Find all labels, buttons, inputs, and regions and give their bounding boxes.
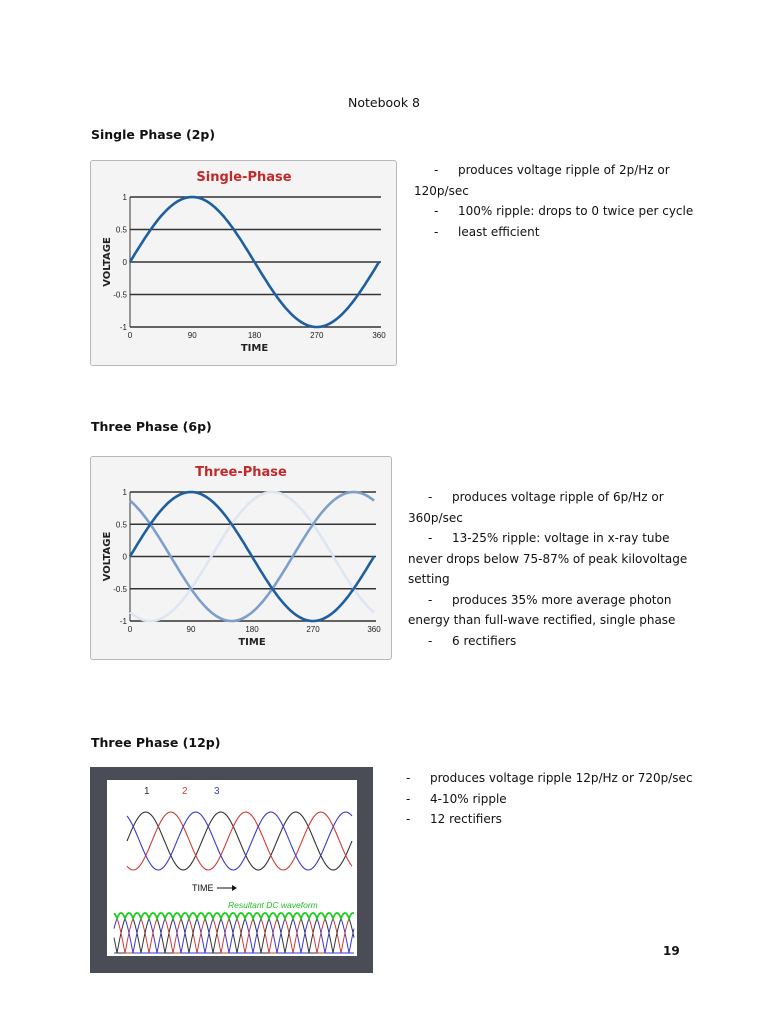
y-tick-label: 0.5 — [115, 520, 127, 530]
x-tick-label: 270 — [306, 625, 320, 634]
note-text: produces voltage ripple of 6p/Hz or — [452, 490, 664, 504]
note-item: - least efficient — [434, 224, 540, 239]
section-heading-three-phase-12p: Three Phase (12p) — [91, 735, 221, 750]
x-tick-label: 180 — [247, 331, 262, 340]
note-text: 12 rectifiers — [430, 812, 502, 826]
x-tick-label: 180 — [245, 625, 259, 634]
x-tick-label: 270 — [310, 331, 324, 340]
phase-label: 2 — [182, 786, 188, 797]
note-continuation: 120p/sec — [414, 183, 469, 198]
three-phase-chart — [91, 457, 391, 659]
note-item: - produces voltage ripple of 2p/Hz or — [434, 163, 670, 177]
note-item: - 12 rectifiers — [406, 812, 502, 826]
note-text: produces 35% more average photon — [452, 592, 672, 607]
x-tick-label: 0 — [127, 625, 133, 634]
note-text: 13-25% ripple: voltage in x-ray tube — [452, 531, 670, 545]
chart-title: Single-Phase — [196, 170, 292, 185]
x-tick-label: 360 — [367, 625, 381, 634]
three-phase-chart-panel — [90, 456, 392, 660]
twelve-pulse-chart — [90, 767, 373, 973]
y-axis-label: VOLTAGE — [102, 237, 113, 287]
twelve-pulse-figure — [90, 767, 373, 973]
note-continuation: never drops below 75-87% of peak kilovoltage — [408, 551, 688, 566]
x-tick-label: 90 — [186, 625, 196, 634]
note-text: 4-10% ripple — [430, 791, 507, 806]
resultant-label: Resultant DC waveform — [228, 900, 318, 910]
single-phase-chart-panel — [90, 160, 397, 366]
note-item: - 100% ripple: drops to 0 twice per cycle — [434, 204, 694, 218]
note-continuation: 360p/sec — [408, 510, 463, 525]
x-axis-label: TIME — [240, 343, 269, 354]
x-tick-label: 90 — [187, 331, 197, 340]
chart-title: Three-Phase — [195, 465, 287, 480]
y-tick-label: 0 — [122, 552, 127, 562]
x-tick-label: 0 — [127, 331, 133, 340]
note-text: produces voltage ripple 12p/Hz or 720p/sec — [430, 771, 693, 785]
note-continuation: energy than full-wave rectified, single phase — [408, 613, 676, 627]
y-tick-label: -1 — [119, 617, 127, 626]
x-tick-label: 360 — [372, 331, 386, 340]
note-text: produces voltage ripple of 2p/Hz or — [458, 163, 670, 177]
y-tick-label: -0.5 — [113, 290, 127, 300]
note-item: - produces voltage ripple of 6p/Hz or — [428, 490, 664, 504]
note-item: - produces voltage ripple 12p/Hz or 720p/sec — [406, 771, 693, 785]
note-item: - produces 35% more average photon — [428, 592, 672, 607]
x-axis-label: TIME — [238, 637, 266, 648]
y-tick-label: 0.5 — [115, 225, 127, 235]
note-text: 6 rectifiers — [452, 633, 517, 648]
single-phase-notes — [414, 160, 714, 242]
phase-label: 3 — [214, 786, 220, 797]
note-continuation: setting — [408, 572, 450, 586]
single-phase-chart — [91, 161, 396, 365]
note-text: least efficient — [458, 224, 540, 239]
page-title: Notebook 8 — [348, 95, 420, 110]
section-heading-single-phase: Single Phase (2p) — [91, 127, 216, 142]
y-axis-label: VOLTAGE — [102, 531, 113, 582]
phase-label: 1 — [144, 786, 150, 797]
y-tick-label: -0.5 — [113, 584, 127, 594]
y-tick-label: 1 — [122, 193, 127, 202]
section-heading-three-phase-6p: Three Phase (6p) — [91, 419, 212, 434]
note-item: - 4-10% ripple — [406, 791, 507, 806]
note-text: 100% ripple: drops to 0 twice per cycle — [458, 204, 694, 218]
three-phase-6p-notes — [408, 487, 708, 651]
note-item: - 6 rectifiers — [428, 633, 517, 648]
page-number: 19 — [663, 944, 680, 958]
y-tick-label: 1 — [122, 488, 127, 497]
three-phase-12p-notes — [406, 768, 726, 830]
y-tick-label: -1 — [119, 323, 127, 332]
note-item: - 13-25% ripple: voltage in x-ray tube — [428, 531, 670, 545]
time-label: TIME — [192, 883, 214, 893]
y-tick-label: 0 — [122, 258, 127, 267]
